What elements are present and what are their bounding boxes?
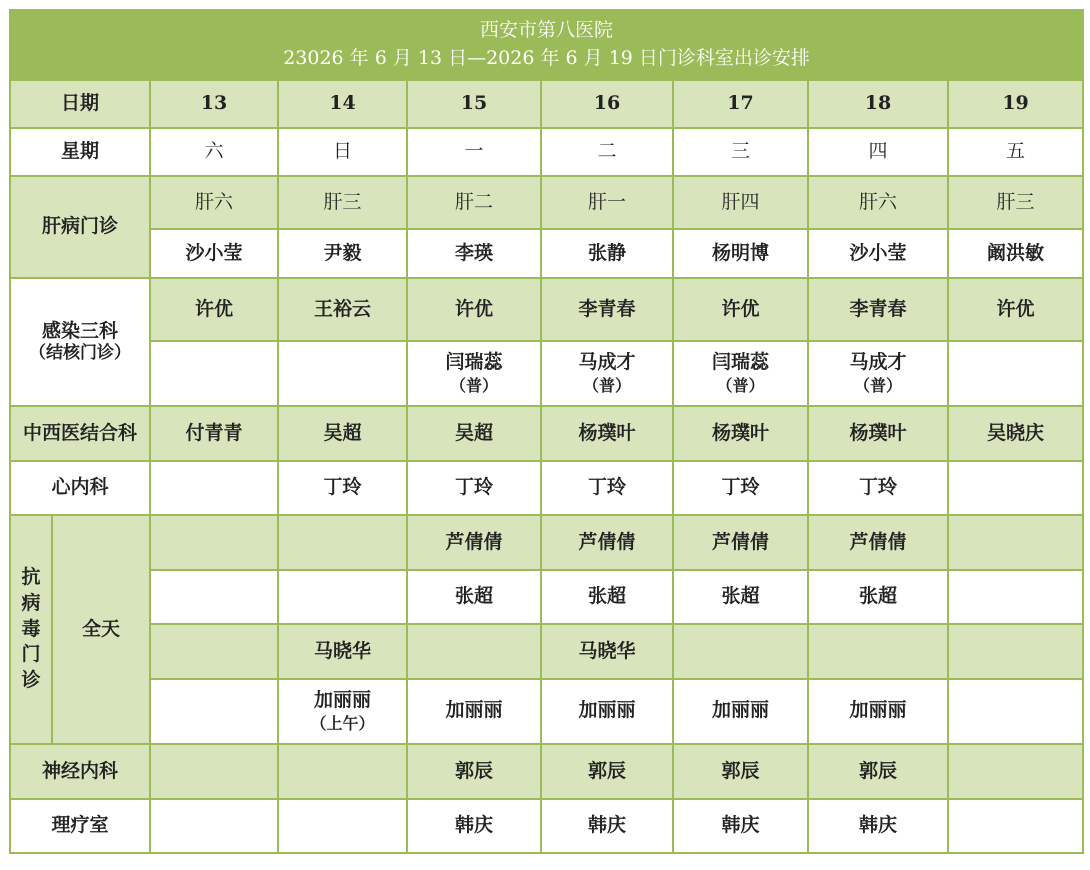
doctor-cell: 马晓华 — [278, 624, 407, 679]
doctor-name: 加丽丽 — [711, 698, 769, 721]
weekday-cell: 五 — [948, 128, 1083, 176]
doctor-cell — [150, 570, 278, 624]
doctor-cell — [278, 679, 407, 744]
doctor-cell — [948, 744, 1083, 799]
doctor-cell — [150, 679, 278, 744]
physio-row — [10, 799, 1083, 853]
doctor-note: （上午） — [310, 714, 375, 734]
title-cell — [10, 10, 1083, 80]
doctor-cell: 芦倩倩 — [407, 515, 541, 570]
doctor-cell: 郭辰 — [407, 744, 541, 799]
antiviral-dept-char: 门 — [21, 643, 41, 666]
doctor-name: 加丽丽 — [578, 698, 636, 721]
room-cell: 肝一 — [541, 176, 673, 229]
weekday-cell: 二 — [541, 128, 673, 176]
doctor-cell: 李青春 — [808, 278, 948, 341]
doctor-cell — [150, 624, 278, 679]
doctor-cell: 吴超 — [407, 406, 541, 461]
antiviral-dept-char: 病 — [21, 592, 41, 615]
infect-dept-name: 感染三科 — [41, 319, 118, 342]
schedule-period: 23026 年 6 月 13 日—2026 年 6 月 19 日门诊科室出诊安排 — [283, 47, 810, 69]
doctor-name: 马成才 — [849, 350, 907, 373]
infect-row-1 — [10, 278, 1083, 341]
doctor-cell: 芦倩倩 — [673, 515, 808, 570]
doctor-cell — [541, 679, 673, 744]
antiviral-dept-char: 诊 — [21, 668, 41, 691]
doctor-cell — [150, 799, 278, 853]
antiviral-period: 全天 — [52, 515, 150, 744]
doctor-cell — [150, 515, 278, 570]
weekday-cell: 六 — [150, 128, 278, 176]
doctor-cell: 张超 — [541, 570, 673, 624]
doctor-name: 闫瑞蕊 — [445, 350, 503, 373]
doctor-cell — [407, 624, 541, 679]
doctor-cell: 丁玲 — [673, 461, 808, 515]
weekday-cell: 四 — [808, 128, 948, 176]
date-cell: 19 — [948, 80, 1083, 128]
doctor-cell — [407, 679, 541, 744]
doctor-cell: 韩庆 — [673, 799, 808, 853]
neuro-row — [10, 744, 1083, 799]
doctor-cell: 马晓华 — [541, 624, 673, 679]
doctor-cell: 吴超 — [278, 406, 407, 461]
doctor-cell — [948, 624, 1083, 679]
schedule-table — [9, 9, 1084, 854]
doctor-cell: 张静 — [541, 229, 673, 278]
liver-dept-label: 肝病门诊 — [10, 176, 150, 278]
antiviral-row-1 — [10, 515, 1083, 570]
doctor-cell: 杨璞叶 — [673, 406, 808, 461]
doctor-cell — [278, 341, 407, 406]
infect-dept-sub: （结核门诊） — [29, 343, 131, 364]
doctor-cell: 阚洪敏 — [948, 229, 1083, 278]
doctor-cell: 王裕云 — [278, 278, 407, 341]
antiviral-dept-char: 毒 — [21, 617, 41, 640]
room-cell: 肝六 — [808, 176, 948, 229]
date-cell: 14 — [278, 80, 407, 128]
doctor-cell — [278, 570, 407, 624]
physio-dept-label: 理疗室 — [10, 799, 150, 853]
doctor-cell: 张超 — [673, 570, 808, 624]
doctor-name: 马成才 — [578, 350, 636, 373]
doctor-cell: 丁玲 — [808, 461, 948, 515]
doctor-cell — [808, 679, 948, 744]
doctor-cell — [948, 570, 1083, 624]
doctor-name: 加丽丽 — [313, 688, 371, 711]
room-cell: 肝六 — [150, 176, 278, 229]
doctor-cell — [673, 624, 808, 679]
doctor-cell: 郭辰 — [541, 744, 673, 799]
doctor-note: （普） — [716, 376, 765, 396]
room-cell: 肝三 — [278, 176, 407, 229]
cardio-row — [10, 461, 1083, 515]
doctor-cell: 丁玲 — [407, 461, 541, 515]
doctor-cell — [948, 341, 1083, 406]
doctor-cell: 郭辰 — [673, 744, 808, 799]
doctor-cell — [278, 515, 407, 570]
date-label: 日期 — [10, 80, 150, 128]
doctor-cell — [407, 341, 541, 406]
hospital-name: 西安市第八医院 — [480, 19, 614, 42]
doctor-cell — [278, 744, 407, 799]
doctor-cell — [673, 679, 808, 744]
doctor-name: 闫瑞蕊 — [711, 350, 769, 373]
doctor-cell: 吴晓庆 — [948, 406, 1083, 461]
doctor-cell: 韩庆 — [541, 799, 673, 853]
doctor-cell: 许优 — [948, 278, 1083, 341]
doctor-cell: 尹毅 — [278, 229, 407, 278]
antiviral-dept-label — [10, 515, 52, 744]
doctor-cell — [808, 624, 948, 679]
antiviral-row-3 — [10, 624, 1083, 679]
date-cell: 16 — [541, 80, 673, 128]
doctor-cell: 杨明博 — [673, 229, 808, 278]
doctor-cell — [673, 341, 808, 406]
doctor-cell — [150, 341, 278, 406]
room-cell: 肝三 — [948, 176, 1083, 229]
doctor-cell — [948, 799, 1083, 853]
date-row — [10, 80, 1083, 128]
doctor-note: （普） — [853, 376, 902, 396]
doctor-cell: 韩庆 — [407, 799, 541, 853]
doctor-name: 加丽丽 — [445, 698, 503, 721]
doctor-cell — [948, 679, 1083, 744]
doctor-cell: 李瑛 — [407, 229, 541, 278]
doctor-note: （普） — [449, 376, 498, 396]
doctor-cell — [948, 515, 1083, 570]
doctor-cell: 许优 — [407, 278, 541, 341]
doctor-cell: 韩庆 — [808, 799, 948, 853]
weekday-cell: 日 — [278, 128, 407, 176]
date-cell: 18 — [808, 80, 948, 128]
weekday-cell: 三 — [673, 128, 808, 176]
cardio-dept-label: 心内科 — [10, 461, 150, 515]
antiviral-row-2 — [10, 570, 1083, 624]
doctor-cell: 李青春 — [541, 278, 673, 341]
antiviral-dept-char: 抗 — [21, 566, 41, 589]
infect-row-2 — [10, 341, 1083, 406]
infect-dept-label — [10, 278, 150, 406]
doctor-cell: 杨璞叶 — [808, 406, 948, 461]
room-cell: 肝四 — [673, 176, 808, 229]
liver-room-row — [10, 176, 1083, 229]
doctor-cell — [948, 461, 1083, 515]
weekday-label: 星期 — [10, 128, 150, 176]
doctor-cell: 郭辰 — [808, 744, 948, 799]
doctor-cell: 丁玲 — [278, 461, 407, 515]
doctor-cell: 芦倩倩 — [541, 515, 673, 570]
doctor-cell: 芦倩倩 — [808, 515, 948, 570]
date-cell: 17 — [673, 80, 808, 128]
doctor-cell: 杨璞叶 — [541, 406, 673, 461]
doctor-name: 加丽丽 — [849, 698, 907, 721]
doctor-note: （普） — [582, 376, 631, 396]
doctor-cell: 张超 — [407, 570, 541, 624]
liver-doctor-row — [10, 229, 1083, 278]
tcm-row — [10, 406, 1083, 461]
title-row — [10, 10, 1083, 80]
doctor-cell: 丁玲 — [541, 461, 673, 515]
doctor-cell: 许优 — [150, 278, 278, 341]
schedule-container — [9, 9, 1082, 854]
doctor-cell — [150, 744, 278, 799]
doctor-cell: 沙小莹 — [150, 229, 278, 278]
weekday-cell: 一 — [407, 128, 541, 176]
doctor-cell: 沙小莹 — [808, 229, 948, 278]
doctor-cell — [150, 461, 278, 515]
doctor-cell: 许优 — [673, 278, 808, 341]
doctor-cell: 付青青 — [150, 406, 278, 461]
neuro-dept-label: 神经内科 — [10, 744, 150, 799]
tcm-dept-label: 中西医结合科 — [10, 406, 150, 461]
weekday-row — [10, 128, 1083, 176]
doctor-cell — [278, 799, 407, 853]
doctor-cell — [541, 341, 673, 406]
doctor-cell: 张超 — [808, 570, 948, 624]
date-cell: 15 — [407, 80, 541, 128]
doctor-cell — [808, 341, 948, 406]
antiviral-row-4 — [10, 679, 1083, 744]
room-cell: 肝二 — [407, 176, 541, 229]
date-cell: 13 — [150, 80, 278, 128]
